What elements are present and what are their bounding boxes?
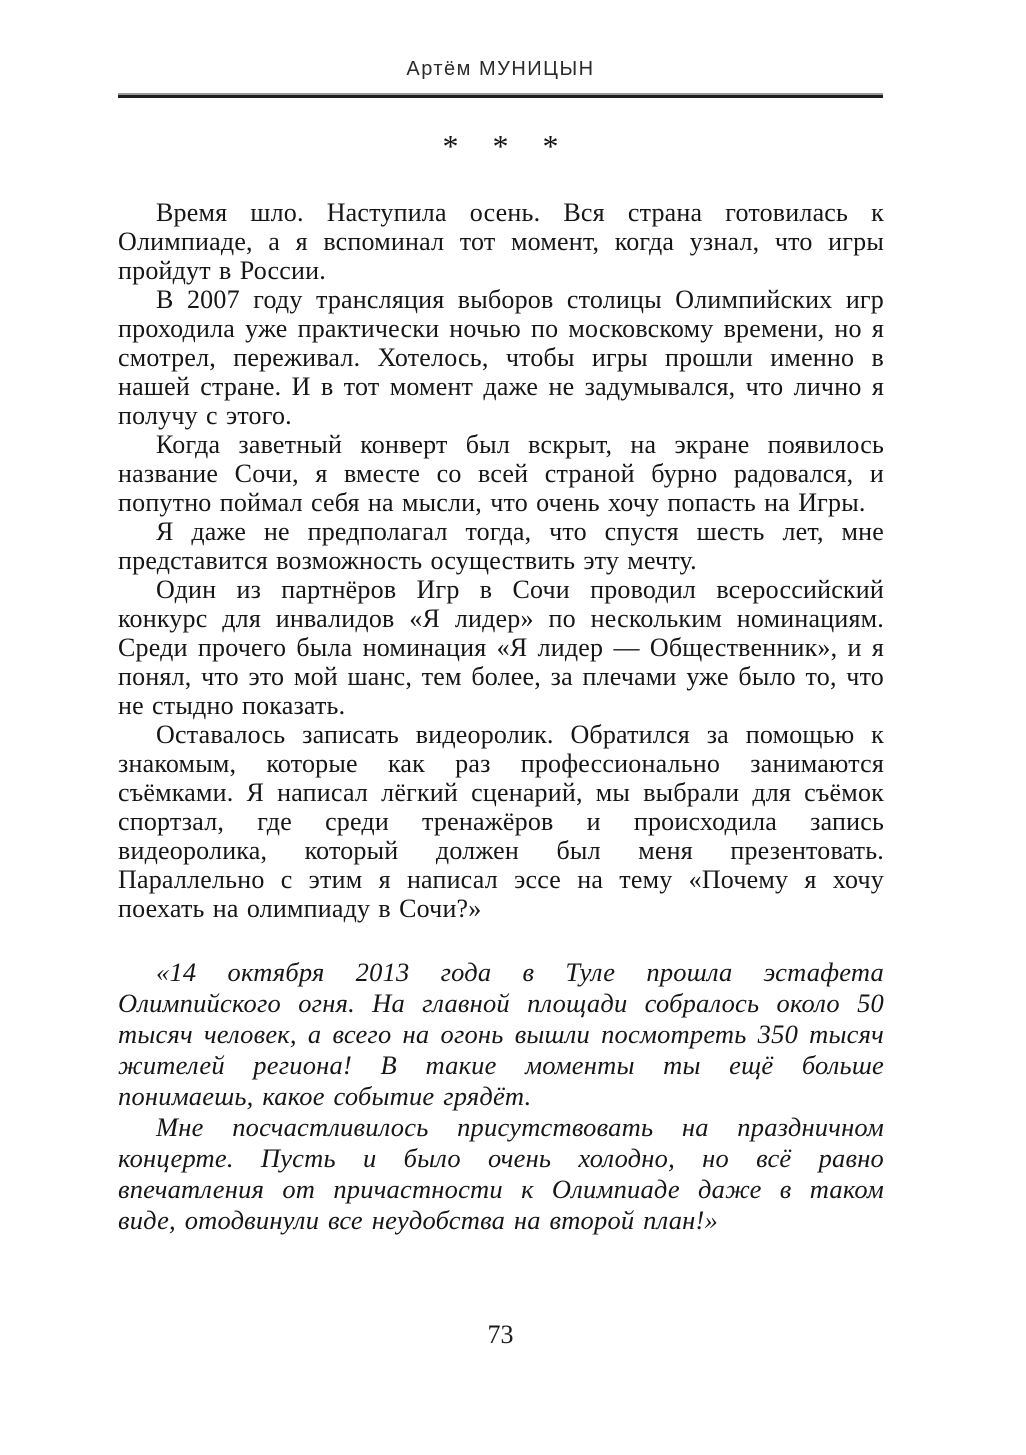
paragraph-2: В 2007 году трансляция выборов столицы Олимпийских игр проходила уже практически ночью по московскому времени, но я смотрел, переживал. Хотелось, чтобы игры прошли именно в нашей стране. И в тот момент даже не задумывался, что лично я получу с этого. [118, 285, 884, 430]
section-break-asterisks: * * * [442, 128, 559, 164]
diary-quote-block [118, 957, 884, 1236]
quote-paragraph-1: «14 октября 2013 года в Туле прошла эстафета Олимпийского огня. На главной площади собралось около 50 тысяч человек, а всего на огонь вышли посмотреть 350 тысяч жителей региона! В такие моменты ты ещё больше понимаешь, какое событие грядёт. [118, 957, 884, 1111]
paragraph-3: Когда заветный конверт был вскрыт, на экране появилось название Сочи, я вместе со всей страной бурно радовался, и попутно поймал себя на мысли, что очень хочу попасть на Игры. [118, 430, 884, 517]
paragraph-5: Один из партнёров Игр в Сочи проводил всероссийский конкурс для инвалидов «Я лидер» по нескольким номинациям. Среди прочего была номинация «Я лидер — Общественник», и я понял, что это мой шанс, тем более, за плечами уже было то, что не стыдно показать. [118, 575, 884, 720]
page-number: 73 [487, 1320, 514, 1349]
paragraph-1: Время шло. Наступила осень. Вся страна готовилась к Олимпиаде, а я вспоминал тот момент, когда узнал, что игры пройдут в России. [118, 198, 884, 285]
quote-paragraph-2: Мне посчастливилось присутствовать на праздничном концерте. Пусть и было очень холодно, но всё равно впечатления от причастности к Олимпиаде даже в таком виде, отодвинули все неудобства на второй план!» [118, 1112, 884, 1235]
paragraph-4: Я даже не предполагал тогда, что спустя шесть лет, мне представится возможность осуществить эту мечту. [118, 517, 884, 575]
running-header-author: Артём МУНИЦЫН [406, 58, 595, 80]
body-text [118, 198, 884, 1236]
header-rule [118, 95, 883, 98]
paragraph-6: Оставалось записать видеоролик. Обратился за помощью к знакомым, которые как раз профессионально занимаются съёмками. Я написал лёгкий сценарий, мы выбрали для съёмок спортзал, где среди тренажёров и происходила запись видеоролика, который должен был меня презентовать. Параллельно с этим я написал эссе на тему «Почему я хочу поехать на олимпиаду в Сочи?» [118, 720, 884, 923]
